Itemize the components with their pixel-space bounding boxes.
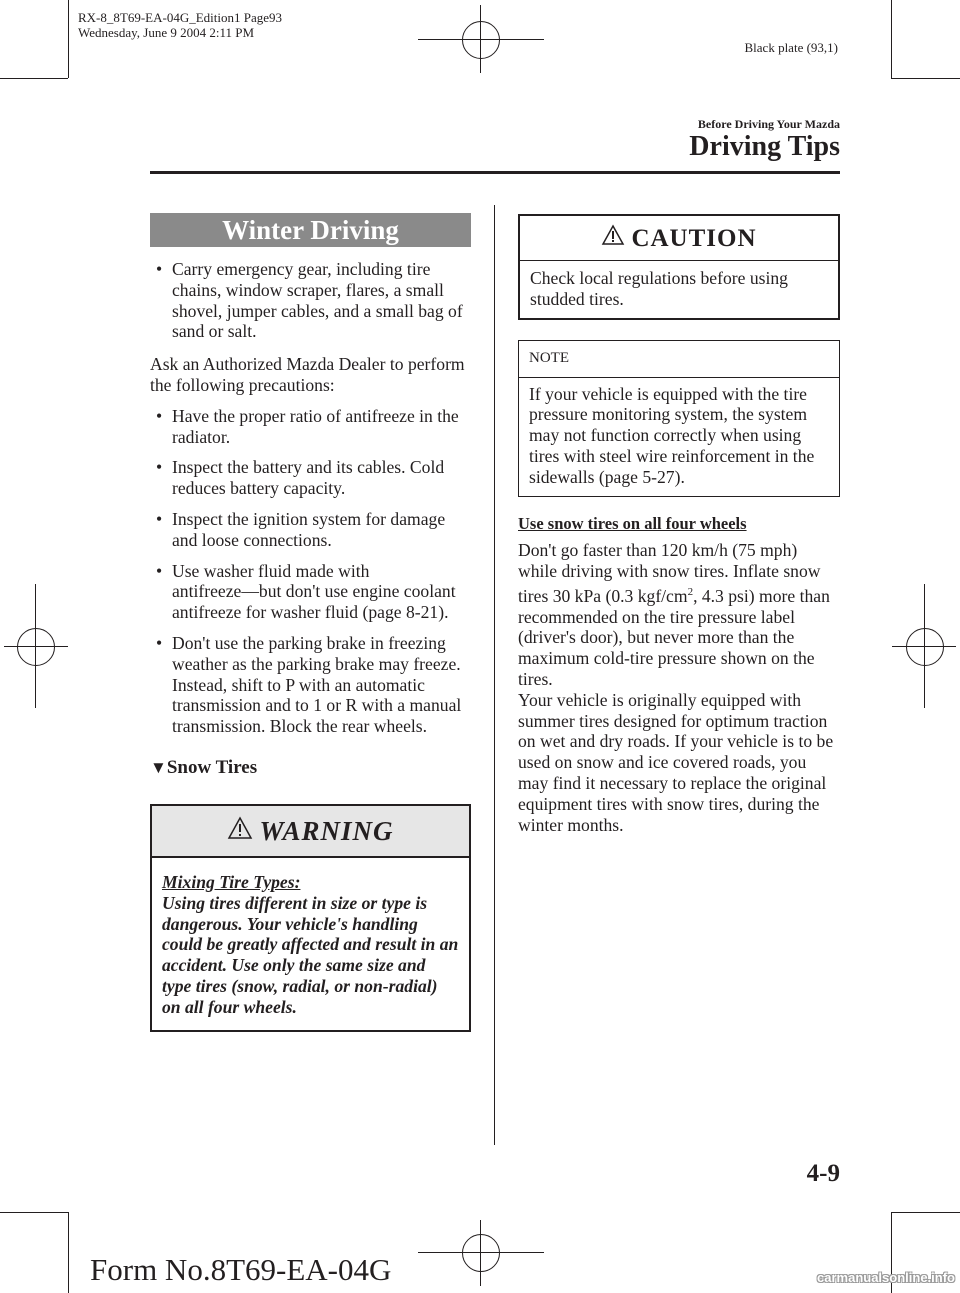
warning-lead: Mixing Tire Types:	[162, 871, 301, 892]
plate-label: Black plate (93,1)	[744, 40, 838, 55]
list-item	[150, 457, 471, 499]
print-meta-line2: Wednesday, June 9 2004 2:11 PM	[78, 25, 255, 40]
snow-tires-subhead	[150, 757, 471, 779]
intro-paragraph: Ask an Authorized Mazda Dealer to perform the following precautions:	[150, 354, 465, 395]
caution-title: CAUTION	[631, 225, 757, 252]
bullet-icon: •	[156, 457, 163, 478]
warning-triangle-icon	[227, 811, 253, 861]
print-meta-line1: RX-8_8T69-EA-04G_Edition1 Page93	[78, 10, 283, 25]
snow-tires-heading: Use snow tires on all four wheels	[518, 513, 747, 533]
list-item-text: Carry emergency gear, including tire chains, window scraper, flares, a small shovel, jumper cables, and a small bag of sand or salt.	[172, 259, 463, 342]
page-number: 4-9	[806, 1160, 840, 1187]
print-meta	[78, 10, 282, 40]
list-item-text: Have the proper ratio of antifreeze in the radiator.	[172, 405, 459, 447]
left-column	[150, 213, 471, 1032]
superscript: 2	[687, 585, 694, 598]
warning-header	[152, 806, 469, 858]
list-item-text: Inspect the battery and its cables. Cold reduces battery capacity.	[172, 457, 445, 499]
triangle-down-icon: ▼	[150, 757, 167, 777]
form-number: Form No.8T69-EA-04G	[90, 1252, 392, 1287]
caution-box	[518, 214, 840, 320]
warning-triangle-icon	[601, 219, 625, 265]
speed-paragraph	[518, 540, 840, 689]
note-label: NOTE	[519, 341, 839, 378]
warning-body: Using tires different in size or type is dangerous. Your vehicle's handling could be greatly affected and result in an accident. Use only the same size and type tires (snow, radial, or non-radial) on all four wheels.	[162, 892, 459, 1017]
bullet-icon: •	[156, 259, 163, 279]
right-column	[518, 214, 840, 835]
list-item-text: Don't use the parking brake in freezing weather as the parking brake may freeze. Instead, shift to P with an automatic transmission and to 1 or R with a manual transmission. Block the rear wheels.	[172, 632, 462, 737]
warning-box	[150, 804, 471, 1032]
note-body: If your vehicle is equipped with the tire pressure monitoring system, the system may not function correctly when using tires with steel wire reinforcement in the sidewalls (page 5-27).	[529, 383, 815, 487]
summer-tires-paragraph: Your vehicle is originally equipped with summer tires designed for optimum traction on wet and dry roads. If your vehicle is to be used on snow and ice covered roads, you may find it necessary to replace the original equipment tires with snow tires, during the winter months.	[518, 689, 834, 835]
header-rule	[150, 171, 840, 174]
list-item	[150, 406, 471, 448]
list-item-text: Use washer fluid made with antifreeze―but don't use engine coolant antifreeze for washer fluid (page 8-21).	[172, 560, 456, 623]
speed-paragraph-part2: , 4.3 psi) more than recommended on the tire pressure label (driver's door), but never more than the maximum cold-tire pressure shown on the tires.	[518, 585, 830, 690]
warning-title: WARNING	[259, 815, 394, 846]
bullet-icon: •	[156, 405, 163, 426]
section-label: Before Driving Your Mazda	[697, 117, 840, 131]
precaution-list	[150, 406, 471, 737]
watermark: carmanualsonline.info	[817, 1270, 955, 1285]
note-box	[518, 340, 840, 497]
list-item	[150, 509, 471, 551]
list-item	[150, 633, 471, 737]
speed-paragraph-part1: Don't go faster than 120 km/h (75 mph) while driving with snow tires. Inflate snow tires 30 kPa (0.3 kgf/cm	[518, 540, 821, 606]
emergency-gear-list	[150, 259, 471, 342]
caution-body: Check local regulations before using studded tires.	[520, 260, 838, 318]
subhead-text: Snow Tires	[166, 756, 258, 778]
bullet-icon: •	[156, 560, 163, 581]
list-item	[150, 561, 471, 623]
caution-header	[520, 216, 838, 260]
bullet-icon: •	[156, 508, 163, 529]
list-item-text: Inspect the ignition system for damage and loose connections.	[172, 508, 446, 550]
warning-content	[152, 858, 469, 1030]
list-item	[150, 259, 471, 342]
chapter-title: Driving Tips	[689, 131, 840, 162]
bullet-icon: •	[156, 632, 163, 653]
winter-driving-banner: Winter Driving	[150, 213, 471, 247]
